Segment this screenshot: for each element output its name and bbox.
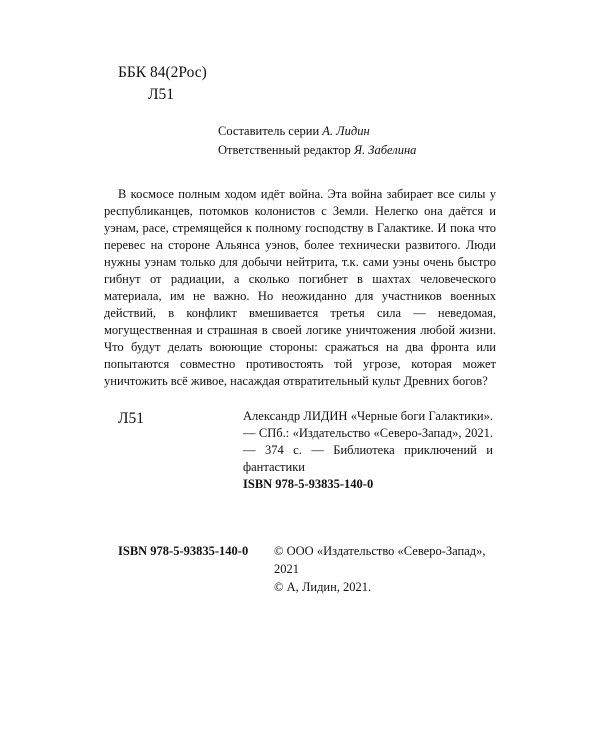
bbk-classification (118, 62, 207, 106)
editor-name: Я. Забелина (353, 143, 417, 157)
publisher-copyright: © ООО «Издательство «Северо-Запад», 2021 (274, 544, 486, 576)
bibliographic-entry (243, 408, 493, 493)
responsible-editor (218, 141, 448, 160)
editor-label: Ответственный редактор (218, 143, 351, 157)
bbk-code: ББК 84(2Рос) (118, 64, 207, 81)
library-code: Л51 (118, 410, 145, 427)
author-copyright: © А, Лидин, 2021. (274, 580, 372, 594)
series-name: А. Лидин (322, 124, 370, 138)
author-mark: Л51 (148, 86, 175, 103)
isbn-footer: ISBN 978-5-93835-140-0 (118, 544, 249, 558)
credits-block (218, 122, 448, 160)
isbn-entry: ISBN 978-5-93835-140-0 (243, 477, 374, 491)
series-label: Составитель серии (218, 124, 320, 138)
series-compiler (218, 122, 448, 141)
book-annotation: В космосе полным ходом идёт война. Эта война забирает все силы у республиканцев, потомков колонистов с Земли. Нелегко она даётся и уэнам, расе, стремящейся к полному господству в Галактике. И пока что перевес на стороне Альянса уэнов, более технически развитого. Люди нужны уэнам только для добычи нейтрита, т.к. сами уэны очень быстро гибнут от радиации, а сколько погибнет в шахтах человеческого материала, им не важно. Но неожиданно для участников военных действий, в конфликт вмешивается третья сила — неведомая, могущественная и страшная в своей логике уничтожения любой жизни. Что будут делать воюющие стороны: сражаться на два фронта или попытаются совместно противостоять той угрозе, которая может уничтожить всё живое, насаждая отвратительный культ Древних богов? (104, 187, 496, 388)
copyright-block (274, 542, 504, 596)
bibliographic-description: Александр ЛИДИН «Черные боги Галактики». — СПб.: «Издательство «Северо-Запад», 2021. — 374 с. — Библиотека приключений и фантастики (243, 409, 493, 474)
